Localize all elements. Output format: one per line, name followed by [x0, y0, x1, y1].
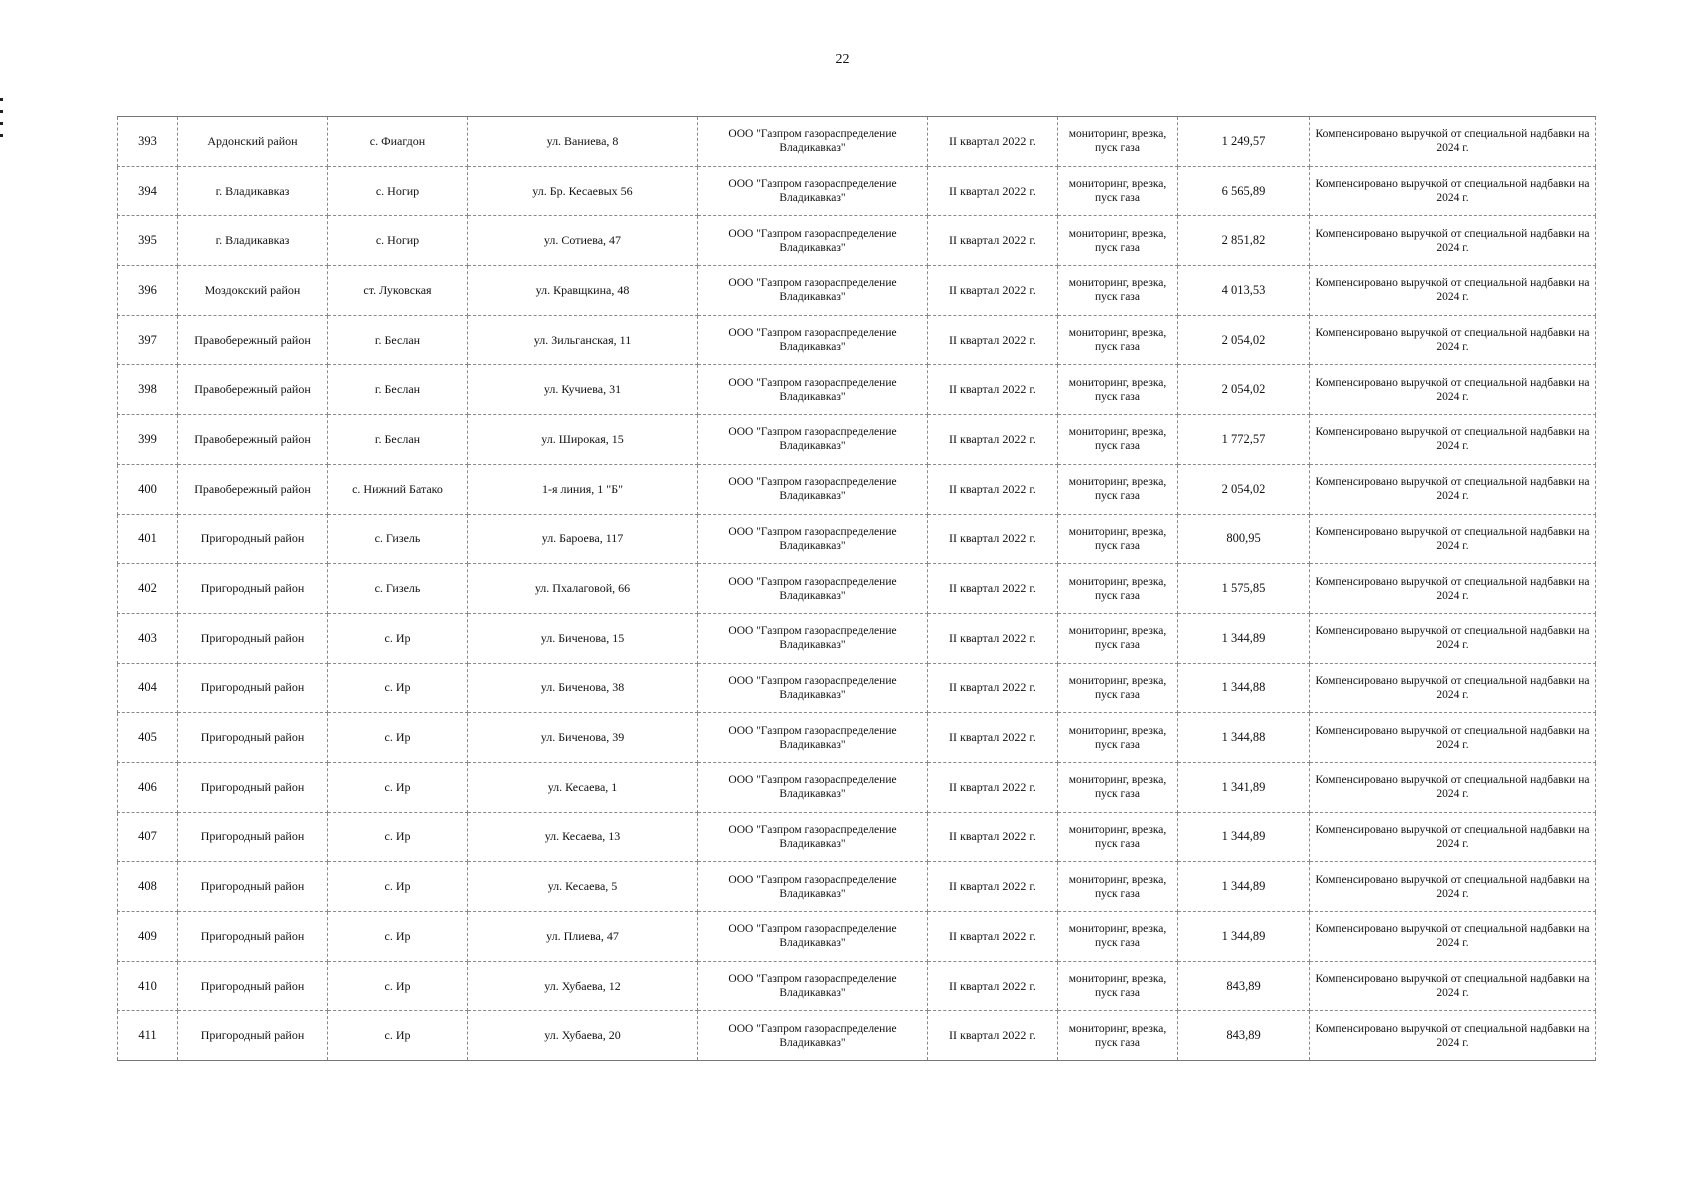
works-cell: мониторинг, врезка, пуск газа [1058, 663, 1178, 713]
address-cell: ул. Кравщкина, 48 [468, 266, 698, 316]
locality-cell: г. Беслан [328, 315, 468, 365]
amount-cell: 1 344,89 [1178, 912, 1310, 962]
row-number: 408 [118, 862, 178, 912]
works-cell: мониторинг, врезка, пуск газа [1058, 912, 1178, 962]
table-row [118, 514, 1596, 564]
amount-cell: 1 344,89 [1178, 862, 1310, 912]
note-cell: Компенсировано выручкой от специальной надбавки на 2024 г. [1310, 713, 1596, 763]
row-number: 394 [118, 166, 178, 216]
district-cell: Пригородный район [178, 812, 328, 862]
district-cell: Пригородный район [178, 961, 328, 1011]
district-cell: Ардонский район [178, 117, 328, 167]
row-number: 403 [118, 613, 178, 663]
locality-cell: с. Гизель [328, 564, 468, 614]
works-cell: мониторинг, врезка, пуск газа [1058, 415, 1178, 465]
amount-cell: 843,89 [1178, 1011, 1310, 1061]
district-cell: Пригородный район [178, 514, 328, 564]
table-row [118, 315, 1596, 365]
period-cell: II квартал 2022 г. [928, 365, 1058, 415]
note-cell: Компенсировано выручкой от специальной надбавки на 2024 г. [1310, 912, 1596, 962]
note-cell: Компенсировано выручкой от специальной надбавки на 2024 г. [1310, 613, 1596, 663]
locality-cell: с. Ир [328, 812, 468, 862]
organization-cell: ООО "Газпром газораспределение Владикавказ" [698, 166, 928, 216]
address-cell: ул. Сотиева, 47 [468, 216, 698, 266]
note-cell: Компенсировано выручкой от специальной надбавки на 2024 г. [1310, 117, 1596, 167]
row-number: 399 [118, 415, 178, 465]
period-cell: II квартал 2022 г. [928, 117, 1058, 167]
amount-cell: 1 344,89 [1178, 812, 1310, 862]
district-cell: Правобережный район [178, 415, 328, 465]
note-cell: Компенсировано выручкой от специальной надбавки на 2024 г. [1310, 415, 1596, 465]
note-cell: Компенсировано выручкой от специальной надбавки на 2024 г. [1310, 166, 1596, 216]
address-cell: ул. Пхалаговой, 66 [468, 564, 698, 614]
address-cell: ул. Зильганская, 11 [468, 315, 698, 365]
table-row [118, 762, 1596, 812]
table-row [118, 812, 1596, 862]
works-cell: мониторинг, врезка, пуск газа [1058, 713, 1178, 763]
address-cell: ул. Кесаева, 5 [468, 862, 698, 912]
row-number: 410 [118, 961, 178, 1011]
address-cell: ул. Бр. Кесаевых 56 [468, 166, 698, 216]
table-row [118, 663, 1596, 713]
margin-marks [0, 98, 8, 146]
locality-cell: с. Ир [328, 713, 468, 763]
table-row [118, 713, 1596, 763]
organization-cell: ООО "Газпром газораспределение Владикавказ" [698, 812, 928, 862]
district-cell: Пригородный район [178, 762, 328, 812]
row-number: 397 [118, 315, 178, 365]
works-cell: мониторинг, врезка, пуск газа [1058, 961, 1178, 1011]
organization-cell: ООО "Газпром газораспределение Владикавказ" [698, 315, 928, 365]
period-cell: II квартал 2022 г. [928, 1011, 1058, 1061]
amount-cell: 1 341,89 [1178, 762, 1310, 812]
note-cell: Компенсировано выручкой от специальной надбавки на 2024 г. [1310, 365, 1596, 415]
address-cell: 1-я линия, 1 "Б" [468, 464, 698, 514]
district-cell: г. Владикавказ [178, 216, 328, 266]
district-cell: Пригородный район [178, 1011, 328, 1061]
note-cell: Компенсировано выручкой от специальной надбавки на 2024 г. [1310, 315, 1596, 365]
locality-cell: с. Ир [328, 961, 468, 1011]
row-number: 405 [118, 713, 178, 763]
period-cell: II квартал 2022 г. [928, 663, 1058, 713]
note-cell: Компенсировано выручкой от специальной надбавки на 2024 г. [1310, 464, 1596, 514]
address-cell: ул. Бароева, 117 [468, 514, 698, 564]
organization-cell: ООО "Газпром газораспределение Владикавказ" [698, 216, 928, 266]
locality-cell: с. Фиагдон [328, 117, 468, 167]
organization-cell: ООО "Газпром газораспределение Владикавказ" [698, 912, 928, 962]
district-cell: Пригородный район [178, 862, 328, 912]
amount-cell: 1 344,88 [1178, 713, 1310, 763]
period-cell: II квартал 2022 г. [928, 912, 1058, 962]
note-cell: Компенсировано выручкой от специальной надбавки на 2024 г. [1310, 812, 1596, 862]
note-cell: Компенсировано выручкой от специальной надбавки на 2024 г. [1310, 564, 1596, 614]
amount-cell: 843,89 [1178, 961, 1310, 1011]
address-cell: ул. Кесаева, 13 [468, 812, 698, 862]
table-row [118, 117, 1596, 167]
address-cell: ул. Хубаева, 20 [468, 1011, 698, 1061]
works-cell: мониторинг, врезка, пуск газа [1058, 613, 1178, 663]
district-cell: Пригородный район [178, 613, 328, 663]
organization-cell: ООО "Газпром газораспределение Владикавказ" [698, 266, 928, 316]
row-number: 411 [118, 1011, 178, 1061]
period-cell: II квартал 2022 г. [928, 812, 1058, 862]
note-cell: Компенсировано выручкой от специальной надбавки на 2024 г. [1310, 266, 1596, 316]
row-number: 393 [118, 117, 178, 167]
organization-cell: ООО "Газпром газораспределение Владикавказ" [698, 713, 928, 763]
organization-cell: ООО "Газпром газораспределение Владикавказ" [698, 1011, 928, 1061]
note-cell: Компенсировано выручкой от специальной надбавки на 2024 г. [1310, 1011, 1596, 1061]
table-row [118, 216, 1596, 266]
district-cell: Правобережный район [178, 365, 328, 415]
works-cell: мониторинг, врезка, пуск газа [1058, 514, 1178, 564]
row-number: 402 [118, 564, 178, 614]
address-cell: ул. Кесаева, 1 [468, 762, 698, 812]
works-cell: мониторинг, врезка, пуск газа [1058, 365, 1178, 415]
period-cell: II квартал 2022 г. [928, 464, 1058, 514]
locality-cell: с. Гизель [328, 514, 468, 564]
row-number: 398 [118, 365, 178, 415]
works-cell: мониторинг, врезка, пуск газа [1058, 762, 1178, 812]
period-cell: II квартал 2022 г. [928, 166, 1058, 216]
note-cell: Компенсировано выручкой от специальной надбавки на 2024 г. [1310, 514, 1596, 564]
row-number: 395 [118, 216, 178, 266]
district-cell: Пригородный район [178, 564, 328, 614]
locality-cell: с. Ир [328, 663, 468, 713]
row-number: 409 [118, 912, 178, 962]
locality-cell: г. Беслан [328, 415, 468, 465]
works-cell: мониторинг, врезка, пуск газа [1058, 117, 1178, 167]
period-cell: II квартал 2022 г. [928, 613, 1058, 663]
locality-cell: ст. Луковская [328, 266, 468, 316]
district-cell: Пригородный район [178, 663, 328, 713]
page-number: 22 [835, 52, 850, 67]
address-cell: ул. Широкая, 15 [468, 415, 698, 465]
amount-cell: 2 054,02 [1178, 365, 1310, 415]
district-cell: г. Владикавказ [178, 166, 328, 216]
amount-cell: 1 344,88 [1178, 663, 1310, 713]
locality-cell: с. Ногир [328, 166, 468, 216]
note-cell: Компенсировано выручкой от специальной надбавки на 2024 г. [1310, 961, 1596, 1011]
locality-cell: с. Ир [328, 862, 468, 912]
works-cell: мониторинг, врезка, пуск газа [1058, 464, 1178, 514]
locality-cell: с. Нижний Батако [328, 464, 468, 514]
works-cell: мониторинг, врезка, пуск газа [1058, 216, 1178, 266]
row-number: 407 [118, 812, 178, 862]
table-row [118, 564, 1596, 614]
address-cell: ул. Плиева, 47 [468, 912, 698, 962]
amount-cell: 1 772,57 [1178, 415, 1310, 465]
table-row [118, 464, 1596, 514]
period-cell: II квартал 2022 г. [928, 961, 1058, 1011]
period-cell: II квартал 2022 г. [928, 415, 1058, 465]
table-row [118, 415, 1596, 465]
district-cell: Пригородный район [178, 912, 328, 962]
address-cell: ул. Биченова, 15 [468, 613, 698, 663]
gas-connection-table-container [117, 116, 1595, 1061]
locality-cell: г. Беслан [328, 365, 468, 415]
organization-cell: ООО "Газпром газораспределение Владикавказ" [698, 564, 928, 614]
note-cell: Компенсировано выручкой от специальной надбавки на 2024 г. [1310, 862, 1596, 912]
note-cell: Компенсировано выручкой от специальной надбавки на 2024 г. [1310, 663, 1596, 713]
row-number: 404 [118, 663, 178, 713]
works-cell: мониторинг, врезка, пуск газа [1058, 564, 1178, 614]
organization-cell: ООО "Газпром газораспределение Владикавказ" [698, 613, 928, 663]
district-cell: Моздокский район [178, 266, 328, 316]
table-row [118, 961, 1596, 1011]
organization-cell: ООО "Газпром газораспределение Владикавказ" [698, 514, 928, 564]
period-cell: II квартал 2022 г. [928, 266, 1058, 316]
amount-cell: 2 054,02 [1178, 315, 1310, 365]
note-cell: Компенсировано выручкой от специальной надбавки на 2024 г. [1310, 762, 1596, 812]
works-cell: мониторинг, врезка, пуск газа [1058, 812, 1178, 862]
gas-connection-table [117, 116, 1596, 1061]
address-cell: ул. Биченова, 38 [468, 663, 698, 713]
row-number: 401 [118, 514, 178, 564]
district-cell: Пригородный район [178, 713, 328, 763]
period-cell: II квартал 2022 г. [928, 713, 1058, 763]
period-cell: II квартал 2022 г. [928, 862, 1058, 912]
locality-cell: с. Ир [328, 1011, 468, 1061]
table-row [118, 266, 1596, 316]
table-row [118, 613, 1596, 663]
organization-cell: ООО "Газпром газораспределение Владикавказ" [698, 862, 928, 912]
locality-cell: с. Ир [328, 912, 468, 962]
address-cell: ул. Кучиева, 31 [468, 365, 698, 415]
locality-cell: с. Ир [328, 613, 468, 663]
period-cell: II квартал 2022 г. [928, 762, 1058, 812]
locality-cell: с. Ир [328, 762, 468, 812]
amount-cell: 1 249,57 [1178, 117, 1310, 167]
works-cell: мониторинг, врезка, пуск газа [1058, 862, 1178, 912]
table-row [118, 862, 1596, 912]
amount-cell: 1 575,85 [1178, 564, 1310, 614]
address-cell: ул. Биченова, 39 [468, 713, 698, 763]
organization-cell: ООО "Газпром газораспределение Владикавказ" [698, 117, 928, 167]
table-row [118, 166, 1596, 216]
organization-cell: ООО "Газпром газораспределение Владикавказ" [698, 464, 928, 514]
organization-cell: ООО "Газпром газораспределение Владикавказ" [698, 762, 928, 812]
district-cell: Правобережный район [178, 315, 328, 365]
table-row [118, 365, 1596, 415]
district-cell: Правобережный район [178, 464, 328, 514]
table-row [118, 912, 1596, 962]
amount-cell: 800,95 [1178, 514, 1310, 564]
period-cell: II квартал 2022 г. [928, 315, 1058, 365]
works-cell: мониторинг, врезка, пуск газа [1058, 1011, 1178, 1061]
amount-cell: 2 851,82 [1178, 216, 1310, 266]
works-cell: мониторинг, врезка, пуск газа [1058, 266, 1178, 316]
period-cell: II квартал 2022 г. [928, 514, 1058, 564]
row-number: 400 [118, 464, 178, 514]
locality-cell: с. Ногир [328, 216, 468, 266]
address-cell: ул. Ваниева, 8 [468, 117, 698, 167]
note-cell: Компенсировано выручкой от специальной надбавки на 2024 г. [1310, 216, 1596, 266]
amount-cell: 2 054,02 [1178, 464, 1310, 514]
organization-cell: ООО "Газпром газораспределение Владикавказ" [698, 663, 928, 713]
table-row [118, 1011, 1596, 1061]
organization-cell: ООО "Газпром газораспределение Владикавказ" [698, 415, 928, 465]
amount-cell: 1 344,89 [1178, 613, 1310, 663]
period-cell: II квартал 2022 г. [928, 564, 1058, 614]
organization-cell: ООО "Газпром газораспределение Владикавказ" [698, 365, 928, 415]
address-cell: ул. Хубаева, 12 [468, 961, 698, 1011]
period-cell: II квартал 2022 г. [928, 216, 1058, 266]
organization-cell: ООО "Газпром газораспределение Владикавказ" [698, 961, 928, 1011]
table-body [118, 117, 1596, 1061]
row-number: 396 [118, 266, 178, 316]
amount-cell: 4 013,53 [1178, 266, 1310, 316]
amount-cell: 6 565,89 [1178, 166, 1310, 216]
row-number: 406 [118, 762, 178, 812]
works-cell: мониторинг, врезка, пуск газа [1058, 315, 1178, 365]
works-cell: мониторинг, врезка, пуск газа [1058, 166, 1178, 216]
